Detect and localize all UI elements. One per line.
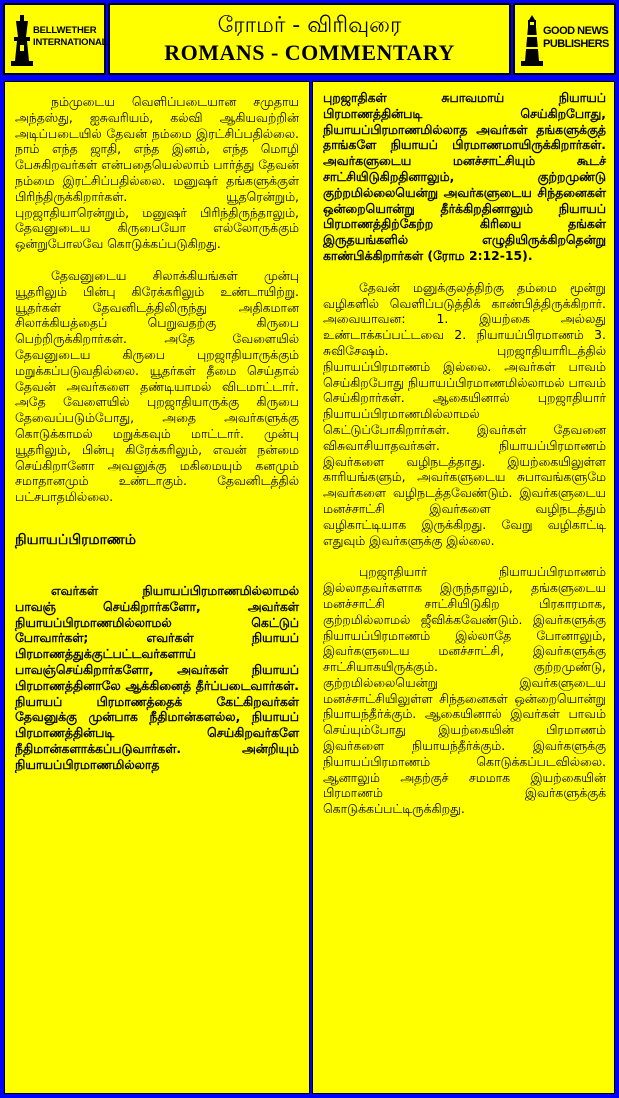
bellwether-logo-mark bbox=[9, 11, 108, 69]
good-news-logo bbox=[513, 3, 616, 75]
bellwether-logo-line1: BELLWETHER bbox=[33, 25, 97, 36]
lighthouse-icon bbox=[521, 15, 543, 67]
left-paragraph-2: தேவனுடைய சிலாக்கியங்கள் முன்பு யூதரிலும் பின்பு கிரேக்கரிலும் உண்டாயிற்று. யூதர்கள் தேவனிடத்திலிருந்து அதிகமான சிலாக்கியத்தைப் பெறுவதற்கு கிருபை பெற்றிருக்கிறார்கள். அதே வேளையில் தேவனுடைய கிருபை புறஜாதியாருக்கும் மறுக்கப்படுவதில்லை. யூதர்கள் தீமை செய்தால் தேவன் அவர்களை தண்டியாமல் விடமாட்டார். அதே வேளையில் புறஜாதியாருக்கு கிருபை தேவைப்படும்போது, அதை அவர்களுக்கு கொடுக்காமல் மறுக்கவும் மாட்டார். முன்பு யூதரிலும், பின்பு கிரேக்கரிலும், எவன் நன்மை செய்கிறானோ அவனுக்கு மகிமையும் கனமும் சமாதானமும் உண்டாகும். தேவனிடத்தில் பட்சபாதமில்லை. bbox=[15, 267, 299, 505]
left-column bbox=[4, 81, 310, 1094]
good-news-logo-mark bbox=[519, 11, 614, 69]
bellwether-logo bbox=[3, 3, 106, 75]
bell-tower-icon bbox=[11, 15, 33, 67]
bellwether-logo-line2: INTERNATIONAL bbox=[33, 37, 108, 48]
good-news-logo-line2: PUBLISHERS bbox=[543, 38, 609, 50]
left-paragraph-1: நம்முடைய வெளிப்படையான சமுதாய அந்தஸ்து, ஐசுவரியம், கல்வி ஆகியவற்றின் அடிப்படையில் தேவன் நம்மை இரட்சிப்பதில்லை. நாம் எந்த ஜாதி, எந்த இனம், எந்த மொழி பேசுகிறவர்கள் என்பதையெல்லாம் பார்த்து தேவன் நம்மை இரட்சிப்பதில்லை. மனுஷர் தங்களுக்குள் பிரிந்திருக்கிறார்கள். யூதரென்றும், புறஜாதியாரென்றும், மனுஷர் பிரிந்திருந்தாலும், தேவனுடைய கிருபையோ எல்லோருக்கும் ஒன்றுபோலவே கொடுக்கப்படுகிறது. bbox=[15, 94, 299, 252]
right-paragraph-1: புறஜாதிகள் சுபாவமாய் நியாயப் பிரமாணத்தின்படி செய்கிறபோது, நியாயப்பிரமாணமில்லாத அவர்கள் தங்களுக்குத் தாங்களே நியாயப் பிரமாணமாயிருக்கிறார்கள். அவர்களுடைய மனச்சாட்சியும் கூடச் சாட்சியிடுகிறதினாலும், குற்றமுண்டு குற்றமில்லையென்று அவர்களுடைய சிந்தனைகள் ஒன்றையொன்று தீர்க்கிறதினாலும் நியாயப் பிரமாணத்திற்கேற்ற கிரியை தங்கள் இருதயங்களில் எழுதியிருக்கிறதென்று காண்பிக்கிறார்கள் (ரோம 2:12-15). bbox=[323, 90, 606, 263]
good-news-logo-line1: GOOD NEWS bbox=[543, 25, 609, 37]
right-paragraph-3: புறஜாதியார் நியாயப்பிரமாணம் இல்லாதவர்களாக இருந்தாலும், தங்களுடைய மனச்சாட்சி சாட்சியிடுகிற பிரகாரமாக, குற்றமில்லாமல் ஜீவிக்கவேண்டும். இவர்களுக்கு நியாயப்பிரமாணம் இல்லாதே போனாலும், இவர்களுடைய மனச்சாட்சி, இவர்களுக்கு சாட்சியாகயிருக்கும். குற்றமுண்டு, குற்றமில்லையென்று இவர்களுடைய மனச்சாட்சியிலுள்ள சிந்தனைகள் ஒன்றையொன்று நியாயந்தீர்க்கும். ஆகையினால் இவர்கள் பாவம் செய்யும்போது இயற்கையின் பிரமாணம் இவர்களை நியாயந்தீர்க்கும். இவர்களுக்கு நியாயப்பிரமாணம் கொடுக்கப்படவில்லை. ஆனாலும் அதற்குச் சமமாக இயற்கையின் பிரமாணம் இவர்களுக்குக் கொடுக்கப்பட்டிருக்கிறது. bbox=[323, 564, 606, 817]
section-heading: நியாயப்பிரமாணம் bbox=[15, 531, 136, 548]
title-tamil: ரோமர் - விரிவுரை bbox=[217, 13, 402, 38]
title-box bbox=[108, 3, 511, 75]
page-header bbox=[0, 0, 619, 79]
left-paragraph-3: எவர்கள் நியாயப்பிரமாணமில்லாமல் பாவஞ் செய்கிறார்களோ, அவர்கள் நியாயப்பிரமாணமில்லாமல் கெட்டுப் போவார்கள்; எவர்கள் நியாயப் பிரமாணத்துக்குட்பட்டவர்களாய் பாவஞ்செய்கிறார்களோ, அவர்கள் நியாயப் பிரமாணத்தினாலே ஆக்கினைத் தீர்ப்படைவார்கள். நியாயப் பிரமாணத்தைக் கேட்கிறவர்கள் தேவனுக்கு முன்பாக நீதிமான்களல்ல, நியாயப் பிரமாணத்தின்படி செய்கிறவர்களே நீதிமான்களாக்கப்படுவார்கள். அன்றியும் நியாயப்பிரமாணமில்லாத bbox=[15, 582, 299, 772]
right-paragraph-2: தேவன் மனுக்குலத்திற்கு தம்மை மூன்று வழிகளில் வெளிப்படுத்திக் காண்பித்திருக்கிறார். அவையாவன: 1. இயற்கை அல்லது உண்டாக்கப்பட்டவை 2. நியாயப்பிரமாணம் 3. சுவிசேஷம். புறஜாதியாரிடத்தில் நியாயப்பிரமாணம் இல்லை. அவர்கள் பாவம் செய்கிறபோது நியாயப்பிரமாணமில்லாமல் பாவம் செய்கிறார்கள். ஆகையினால் புறஜாதியார் நியாயப்பிரமாணமில்லாமல் கெட்டுப்போகிறார்கள். இவர்கள் தேவனை விசுவாசியாதவர்கள். நியாயப்பிரமாணம் இவர்களை வழிநடத்தாது. இயற்கையிலுள்ள காரியங்களும், அவர்களுடைய சுபாவங்களுமே அவர்களை வழிநடத்தவேண்டும். இவர்களுடைய மனச்சாட்சி இவர்களை வழிநடத்தும் வழிகாட்டியாக இருக்கிறது. வேறு வழிகாட்டி எதுவும் இவர்களுக்கு இல்லை. bbox=[323, 279, 606, 548]
title-english: ROMANS - COMMENTARY bbox=[164, 40, 455, 65]
right-column bbox=[312, 81, 615, 1094]
